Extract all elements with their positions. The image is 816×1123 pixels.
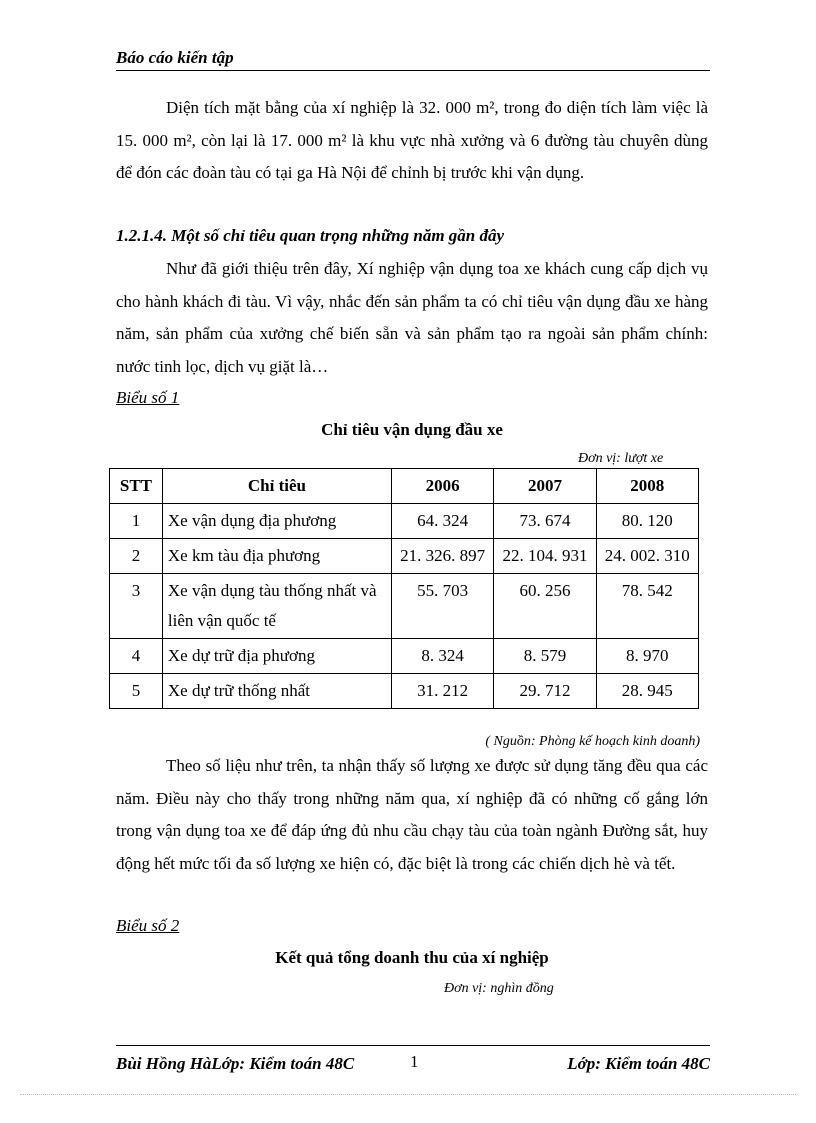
table1-title: Chỉ tiêu vận dụng đầu xe: [321, 420, 503, 439]
table-row: [110, 574, 699, 639]
table-row: [110, 674, 699, 709]
cell-2007: 60. 256: [494, 574, 596, 639]
cell-stt: 1: [110, 504, 163, 539]
cell-indicator: Xe vận dụng địa phương: [162, 504, 391, 539]
table-row: [110, 504, 699, 539]
table1-unit: Đơn vị: lượt xe: [578, 451, 664, 466]
header-stt: STT: [110, 469, 163, 504]
cell-2007: 73. 674: [494, 504, 596, 539]
header-indicator: Chỉ tiêu: [162, 469, 391, 504]
table-row: [110, 539, 699, 574]
cell-2007: 22. 104. 931: [494, 539, 596, 574]
footer-divider: [116, 1045, 710, 1046]
cell-indicator: Xe dự trữ địa phương: [162, 639, 391, 674]
header-2008: 2008: [596, 469, 698, 504]
cell-2008: 24. 002. 310: [596, 539, 698, 574]
cell-2006: 21. 326. 897: [391, 539, 493, 574]
cell-indicator: Xe km tàu địa phương: [162, 539, 391, 574]
table-row: [110, 639, 699, 674]
header-2007: 2007: [494, 469, 596, 504]
cell-2006: 8. 324: [391, 639, 493, 674]
paragraph-analysis: Theo số liệu như trên, ta nhận thấy số lượng xe được sử dụng tăng đều qua các năm. Điều này cho thấy trong những năm qua, xí nghiệp đã có những cố gắng lớn trong vận dụng toa xe để đáp ứng đủ nhu cầu chạy tàu của toàn ngành Đường sắt, huy động hết mức tối đa số lượng xe hiện có, đặc biệt là trong các chiến dịch hè và tết.: [116, 756, 708, 873]
chart-label-1: Biểu số 1: [116, 388, 180, 407]
cell-stt: 2: [110, 539, 163, 574]
paragraph-products: Như đã giới thiệu trên đây, Xí nghiệp vận dụng toa xe khách cung cấp dịch vụ cho hành khách đi tàu. Vì vậy, nhắc đến sản phẩm ta có chỉ tiêu vận dụng đầu xe hàng năm, sản phẩm của xưởng chế biến sẵn và sản phẩm tạo ra ngoài sản phẩm chính: nước tinh lọc, dịch vụ giặt là…: [116, 259, 708, 376]
cell-2008: 8. 970: [596, 639, 698, 674]
page-number: 1: [410, 1052, 419, 1071]
section-heading: 1.2.1.4. Một số chỉ tiêu quan trọng những năm gần đây: [116, 226, 505, 245]
cell-2008: 80. 120: [596, 504, 698, 539]
table-header-row: [110, 469, 699, 504]
page-bottom-border: [20, 1094, 796, 1095]
page-header: Báo cáo kiến tập: [116, 48, 710, 71]
cell-stt: 4: [110, 639, 163, 674]
cell-2007: 8. 579: [494, 639, 596, 674]
cell-2006: 55. 703: [391, 574, 493, 639]
footer-class: Lớp: Kiểm toán 48C: [567, 1054, 710, 1073]
cell-indicator: Xe vận dụng tàu thống nhất và liên vận quốc tế: [162, 574, 391, 639]
paragraph-area: Diện tích mặt bằng của xí nghiệp là 32. 000 m², trong đo diện tích làm việc là 15. 000 m², còn lại là 17. 000 m² là khu vực nhà xưởng và 6 đường tàu chuyên dùng để đón các đoàn tàu có tại ga Hà Nội để chỉnh bị trước khi vận dụng.: [116, 98, 708, 182]
chart-label-2: Biểu số 2: [116, 916, 180, 935]
footer-author: Bùi Hồng HàLớp: Kiểm toán 48C: [116, 1054, 355, 1073]
cell-2008: 78. 542: [596, 574, 698, 639]
cell-2008: 28. 945: [596, 674, 698, 709]
table1-source: ( Nguồn: Phòng kế hoạch kinh doanh): [485, 734, 700, 749]
cell-2006: 64. 324: [391, 504, 493, 539]
cell-stt: 5: [110, 674, 163, 709]
cell-2007: 29. 712: [494, 674, 596, 709]
table2-title: Kết quả tổng doanh thu của xí nghiệp: [275, 948, 549, 967]
indicator-table: [109, 468, 699, 709]
table2-unit: Đơn vị: nghìn đồng: [444, 981, 554, 996]
header-2006: 2006: [391, 469, 493, 504]
cell-2006: 31. 212: [391, 674, 493, 709]
cell-indicator: Xe dự trữ thống nhất: [162, 674, 391, 709]
cell-stt: 3: [110, 574, 163, 639]
